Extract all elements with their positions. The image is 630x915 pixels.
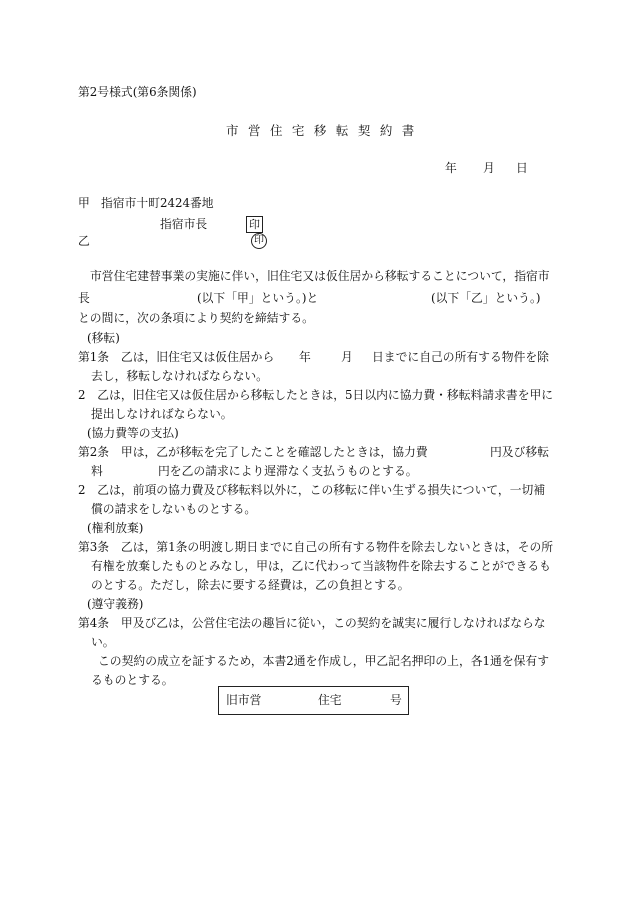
article-line: 有権を放棄したものとみなし，甲は，乙に代わって当該物件を除去することができるも — [91, 559, 551, 573]
article-line: 第1条 乙は，旧住宅又は仮住居から — [78, 350, 275, 364]
article-heading: (権利放棄) — [87, 521, 144, 535]
housing-label: 住宅 — [318, 693, 342, 707]
article-heading: (遵守義務) — [87, 597, 144, 611]
date-year-label: 年 — [445, 161, 457, 175]
article-heading: (移転) — [87, 331, 120, 345]
article-line: 第3条 乙は，第1条の明渡し期日までに自己の所有する物件を除去しないときは，その所 — [78, 540, 554, 554]
article-line: 第2条 甲は，乙が移転を完了したことを確認したときは，協力費 — [78, 445, 428, 459]
document-title: 市 営 住 宅 移 転 契 約 書 — [226, 123, 418, 138]
article-line: 2 乙は，前項の協力費及び移転料以外に，この移転に伴い生ずる損失について，一切補 — [78, 483, 546, 497]
article-line: 月 — [341, 350, 353, 364]
article-line: 日までに自己の所有する物件を除 — [372, 350, 549, 364]
party-ko-name: 指宿市長 — [160, 217, 208, 231]
closing-line: この契約の成立を証するため，本書2通を作成し，甲乙記名押印の上，各1通を保有す — [98, 654, 550, 668]
party-ko-address: 指宿市十町2424番地 — [101, 196, 214, 210]
date-month-label: 月 — [483, 161, 495, 175]
article-line: 去し，移転しなければならない。 — [91, 369, 268, 383]
date-day-label: 日 — [516, 161, 528, 175]
preamble-line: (以下「乙」という。) — [431, 291, 541, 305]
preamble-line: 長 — [78, 291, 90, 305]
article-line: 料 — [91, 464, 103, 478]
seal-square-icon: 印 — [246, 216, 263, 233]
preamble-line: 市営住宅建替事業の実施に伴い，旧住宅又は仮住居から移転することについて，指宿市 — [90, 269, 550, 283]
form-number: 第2号様式(第6条関係) — [78, 85, 197, 99]
article-line: 年 — [299, 350, 311, 364]
party-ko-label: 甲 — [78, 196, 90, 210]
article-line: 2 乙は，旧住宅又は仮住居から移転したときは，5日以内に協力費・移転料請求書を甲に — [78, 388, 554, 402]
party-otsu-label: 乙 — [78, 234, 90, 248]
article-line: 円を乙の請求により遅滞なく支払うものとする。 — [158, 464, 418, 478]
article-line: 第4条 甲及び乙は，公営住宅法の趣旨に従い，この契約を誠実に履行しなければならな — [78, 616, 546, 630]
closing-line: るものとする。 — [91, 673, 174, 687]
article-heading: (協力費等の支払) — [87, 426, 179, 440]
article-line: 円及び移転 — [490, 445, 549, 459]
preamble-line: (以下「甲」という。)と — [197, 291, 319, 305]
housing-prefix: 旧市営 — [226, 693, 262, 707]
preamble-line: との間に，次の条項により契約を締結する。 — [78, 311, 314, 325]
article-line: 提出しなければならない。 — [91, 407, 233, 421]
housing-number-label: 号 — [390, 693, 402, 707]
article-line: い。 — [91, 635, 115, 649]
article-line: のとする。ただし，除去に要する経費は，乙の負担とする。 — [91, 578, 410, 592]
seal-circle-icon: 印 — [251, 233, 267, 249]
article-line: 償の請求をしないものとする。 — [91, 502, 257, 516]
